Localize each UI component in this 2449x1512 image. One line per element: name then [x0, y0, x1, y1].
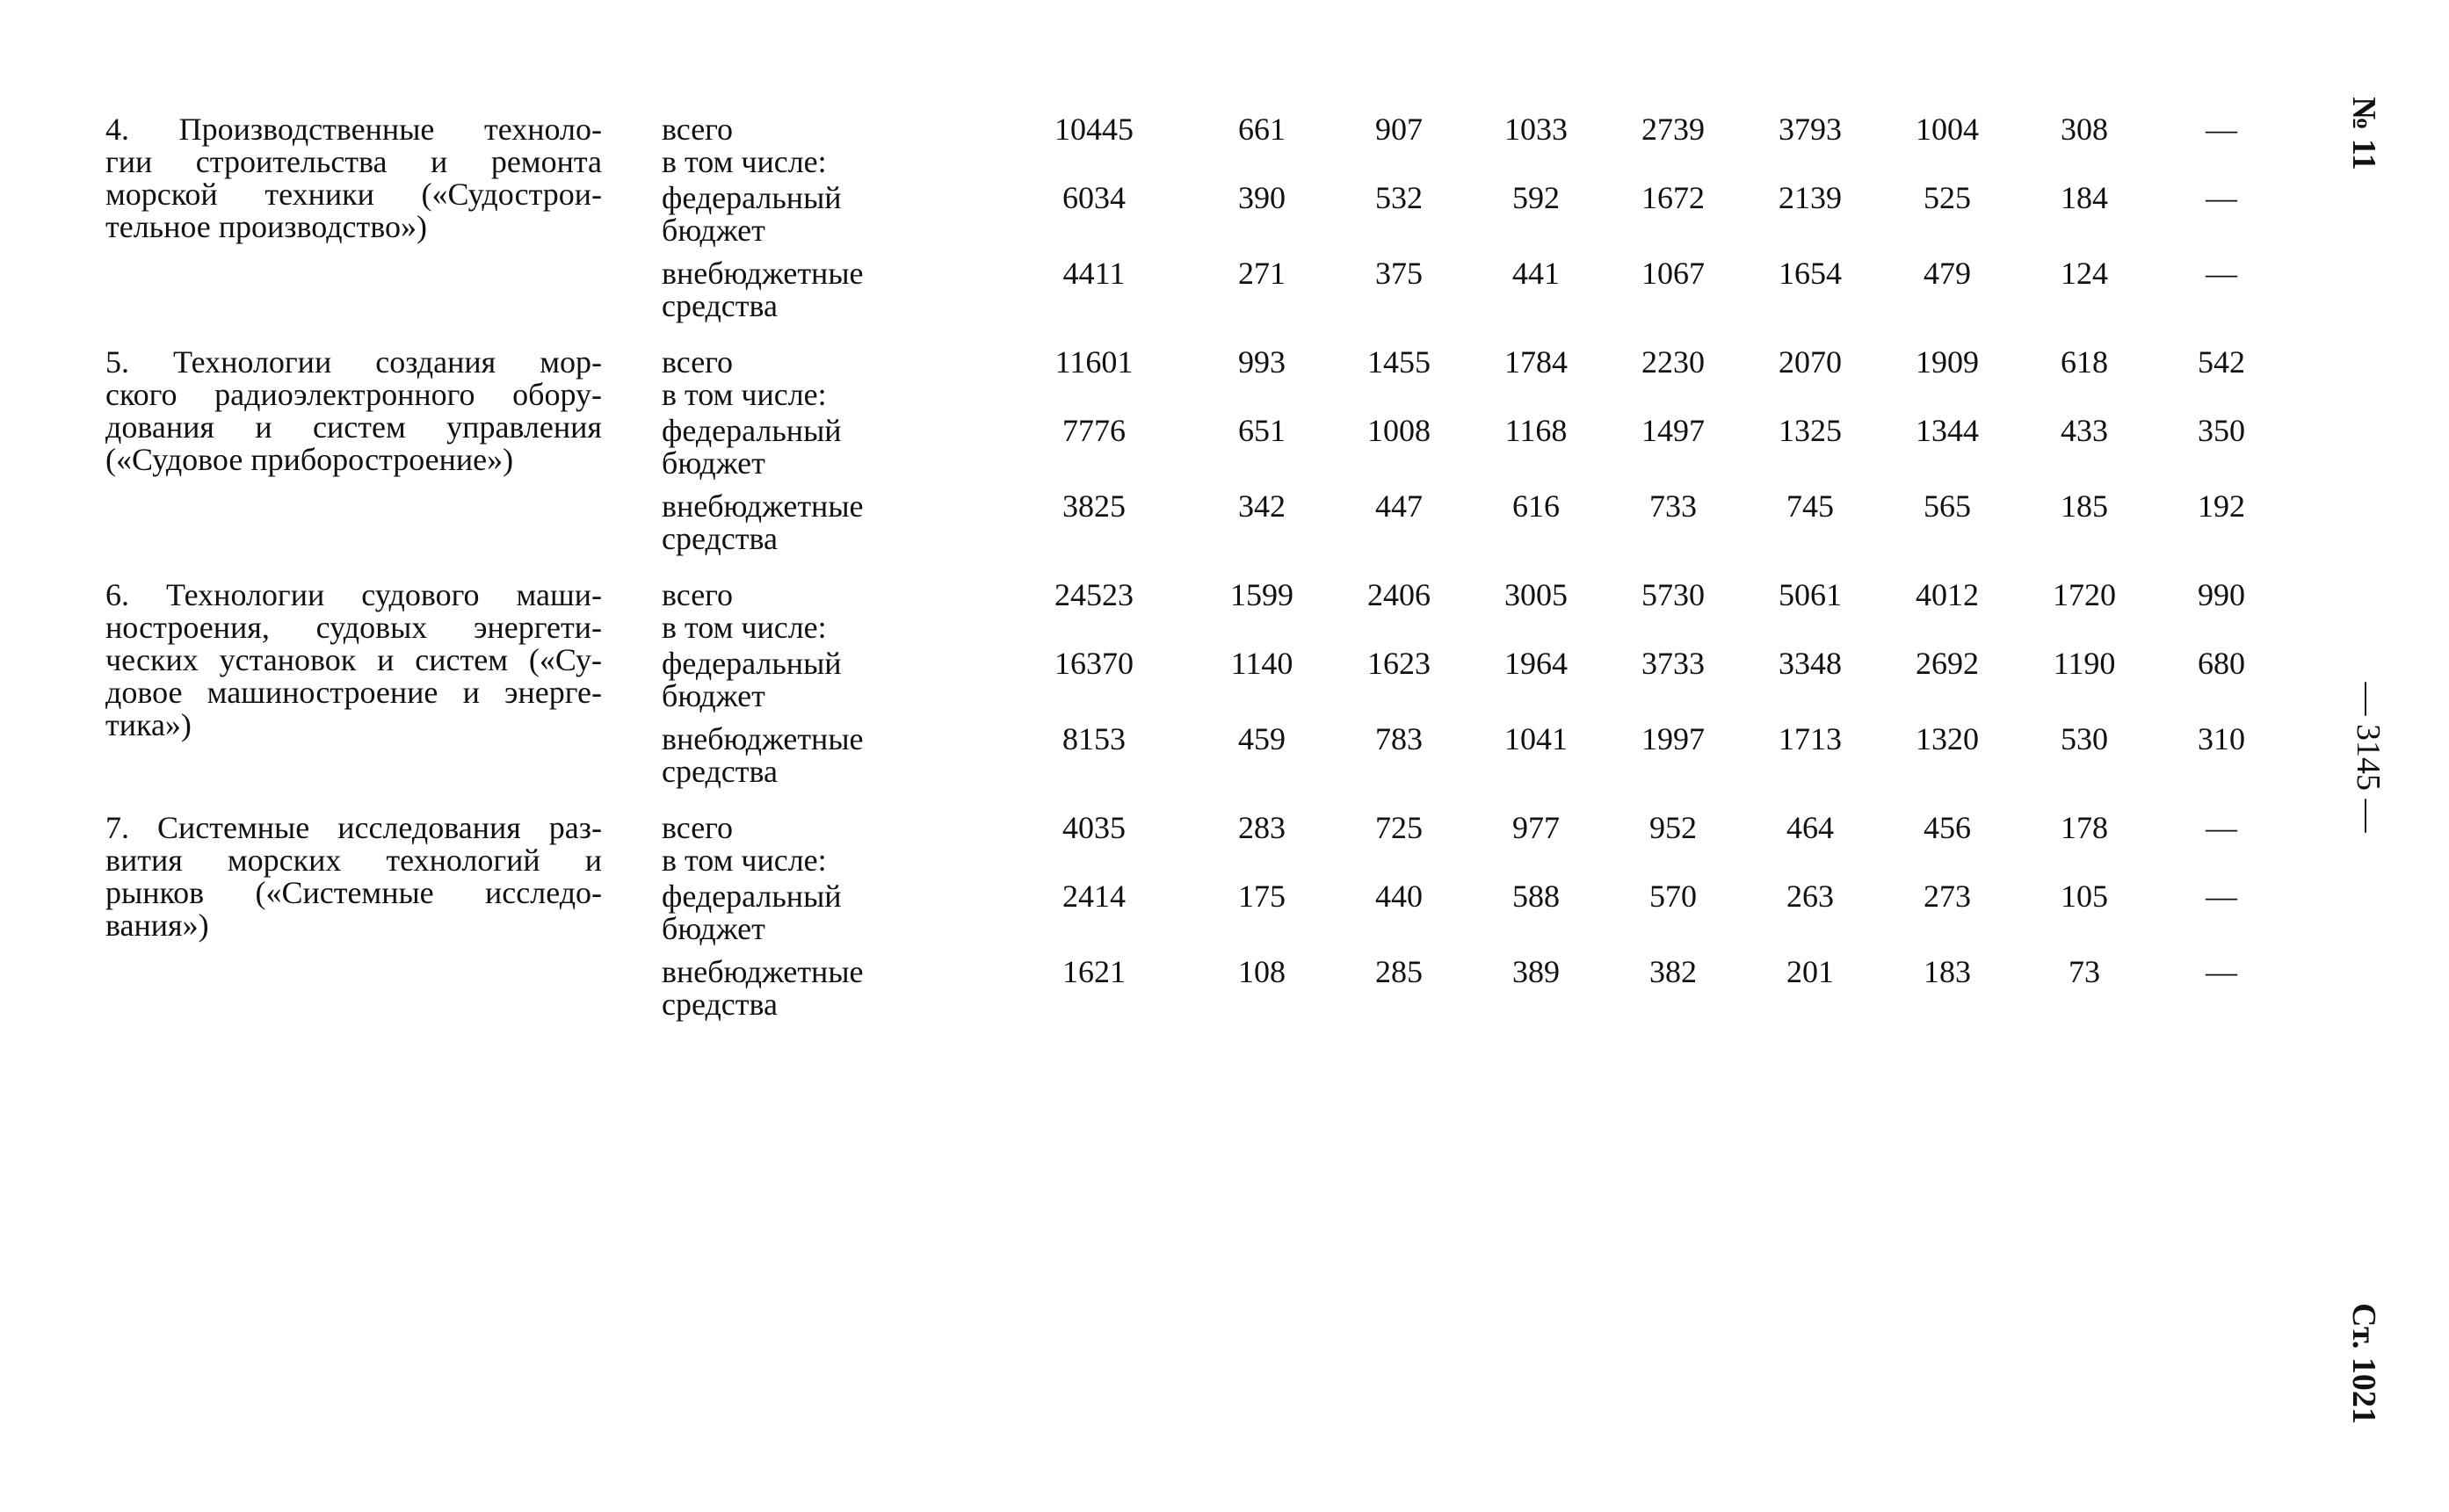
value-cell: 2692	[1916, 646, 1979, 681]
value-cell: 1599	[1230, 577, 1293, 612]
value-cell: 124	[2061, 256, 2108, 291]
value-cell: 433	[2061, 413, 2108, 448]
value-cell: 283	[1238, 810, 1286, 845]
program-title-line: 7. Системные исследования раз-	[105, 810, 602, 845]
value-cell: 1621	[1062, 954, 1126, 989]
label-including: в том числе:	[662, 843, 827, 878]
label-federal-budget: бюджет	[662, 445, 765, 481]
value-cell: 441	[1512, 256, 1560, 291]
value-cell: 16370	[1054, 646, 1134, 681]
value-cell: 271	[1238, 256, 1286, 291]
program-title-line: («Судовое приборостроение»)	[105, 442, 514, 477]
value-cell: 1067	[1641, 256, 1705, 291]
value-cell: 273	[1924, 879, 1971, 914]
value-cell: —	[2206, 256, 2237, 291]
label-including: в том числе:	[662, 144, 827, 179]
value-cell: 1720	[2053, 577, 2116, 612]
program-title-line: гии строительства и ремонта	[105, 144, 602, 179]
value-cell: 1325	[1779, 413, 1842, 448]
value-cell: 308	[2061, 112, 2108, 147]
value-cell: 192	[2198, 488, 2245, 524]
program-title-line: ностроения, судовых энергети-	[105, 610, 602, 645]
value-cell: 108	[1238, 954, 1286, 989]
value-cell: 479	[1924, 256, 1971, 291]
value-cell: 570	[1649, 879, 1697, 914]
label-including: в том числе:	[662, 610, 827, 645]
document-number: — 3145 —	[2350, 682, 2387, 833]
label-federal-budget: бюджет	[662, 911, 765, 946]
value-cell: 10445	[1054, 112, 1134, 147]
value-cell: 1909	[1916, 344, 1979, 380]
value-cell: 390	[1238, 180, 1286, 215]
label-including: в том числе:	[662, 377, 827, 412]
value-cell: 1672	[1641, 180, 1705, 215]
value-cell: 178	[2061, 810, 2108, 845]
value-cell: 105	[2061, 879, 2108, 914]
label-federal: федеральный	[662, 180, 842, 215]
value-cell: 310	[2198, 721, 2245, 756]
value-cell: 2230	[1641, 344, 1705, 380]
value-cell: 4035	[1062, 810, 1126, 845]
value-cell: 588	[1512, 879, 1560, 914]
value-cell: 464	[1786, 810, 1834, 845]
value-cell: 1784	[1504, 344, 1568, 380]
program-title-line: морской техники («Судострои-	[105, 177, 602, 212]
value-cell: 11601	[1054, 344, 1134, 380]
value-cell: 907	[1375, 112, 1423, 147]
value-cell: 1033	[1504, 112, 1568, 147]
value-cell: 1623	[1367, 646, 1431, 681]
value-cell: 1497	[1641, 413, 1705, 448]
program-block-4	[0, 113, 2449, 347]
value-cell: 1997	[1641, 721, 1705, 756]
program-block-5	[0, 346, 2449, 580]
program-title-line: 6. Технологии судового маши-	[105, 577, 602, 612]
value-cell: 456	[1924, 810, 1971, 845]
value-cell: 651	[1238, 413, 1286, 448]
program-title-line: тика»)	[105, 707, 192, 742]
value-cell: 459	[1238, 721, 1286, 756]
value-cell: 342	[1238, 488, 1286, 524]
value-cell: 2139	[1779, 180, 1842, 215]
program-title-line: тельное производство»)	[105, 209, 428, 244]
value-cell: 990	[2198, 577, 2245, 612]
value-cell: 3793	[1779, 112, 1842, 147]
label-extrabudget-funds: средства	[662, 987, 779, 1022]
label-total: всего	[662, 344, 734, 380]
value-cell: 24523	[1054, 577, 1134, 612]
value-cell: 952	[1649, 810, 1697, 845]
value-cell: 1654	[1779, 256, 1842, 291]
value-cell: —	[2206, 954, 2237, 989]
program-title-line: рынков («Системные исследо-	[105, 875, 602, 910]
page-number: Ст. 1021	[2345, 1303, 2382, 1424]
program-title-line: ческих установок и систем («Су-	[105, 642, 602, 677]
value-cell: 2739	[1641, 112, 1705, 147]
value-cell: 993	[1238, 344, 1286, 380]
value-cell: 565	[1924, 488, 1971, 524]
program-title	[105, 346, 602, 476]
value-cell: 4411	[1062, 256, 1126, 291]
value-cell: 1041	[1504, 721, 1568, 756]
value-cell: 1964	[1504, 646, 1568, 681]
issue-number: № 11	[2345, 97, 2382, 170]
value-cell: 661	[1238, 112, 1286, 147]
value-cell: 440	[1375, 879, 1423, 914]
program-title-line: вития морских технологий и	[105, 843, 602, 878]
label-federal: федеральный	[662, 646, 842, 681]
program-block-7	[0, 812, 2449, 1045]
value-cell: 183	[1924, 954, 1971, 989]
label-federal: федеральный	[662, 413, 842, 448]
value-cell: 3733	[1641, 646, 1705, 681]
program-title	[105, 812, 602, 942]
value-cell: 5061	[1779, 577, 1842, 612]
program-title-line: довое машиностроение и энерге-	[105, 675, 602, 710]
value-cell: 175	[1238, 879, 1286, 914]
program-title-line: 5. Технологии создания мор-	[105, 344, 602, 380]
value-cell: —	[2206, 810, 2237, 845]
program-title-line: ского радиоэлектронного обору-	[105, 377, 602, 412]
value-cell: 8153	[1062, 721, 1126, 756]
label-extrabudget: внебюджетные	[662, 488, 864, 524]
value-cell: 1168	[1504, 413, 1568, 448]
label-total: всего	[662, 577, 734, 612]
label-extrabudget-funds: средства	[662, 288, 779, 323]
value-cell: 73	[2069, 954, 2100, 989]
value-cell: 263	[1786, 879, 1834, 914]
value-cell: 7776	[1062, 413, 1126, 448]
value-cell: 6034	[1062, 180, 1126, 215]
program-title	[105, 579, 602, 742]
label-federal-budget: бюджет	[662, 213, 765, 248]
value-cell: 350	[2198, 413, 2245, 448]
label-extrabudget-funds: средства	[662, 521, 779, 556]
label-total: всего	[662, 112, 734, 147]
label-extrabudget: внебюджетные	[662, 256, 864, 291]
value-cell: 725	[1375, 810, 1423, 845]
value-cell: 3348	[1779, 646, 1842, 681]
value-cell: 1004	[1916, 112, 1979, 147]
value-cell: 5730	[1641, 577, 1705, 612]
value-cell: 3825	[1062, 488, 1126, 524]
value-cell: —	[2206, 879, 2237, 914]
value-cell: 977	[1512, 810, 1560, 845]
value-cell: 201	[1786, 954, 1834, 989]
value-cell: 525	[1924, 180, 1971, 215]
value-cell: 616	[1512, 488, 1560, 524]
value-cell: 680	[2198, 646, 2245, 681]
value-cell: 3005	[1504, 577, 1568, 612]
value-cell: 375	[1375, 256, 1423, 291]
label-extrabudget: внебюджетные	[662, 954, 864, 989]
value-cell: 1320	[1916, 721, 1979, 756]
value-cell: 1140	[1230, 646, 1293, 681]
label-federal-budget: бюджет	[662, 678, 765, 713]
value-cell: 185	[2061, 488, 2108, 524]
label-extrabudget: внебюджетные	[662, 721, 864, 756]
value-cell: 1455	[1367, 344, 1431, 380]
value-cell: 447	[1375, 488, 1423, 524]
value-cell: 618	[2061, 344, 2108, 380]
value-cell: 2070	[1779, 344, 1842, 380]
value-cell: 532	[1375, 180, 1423, 215]
program-title-line: 4. Производственные техноло-	[105, 112, 602, 147]
value-cell: 1713	[1779, 721, 1842, 756]
value-cell: 1190	[2053, 646, 2116, 681]
value-cell: 2406	[1367, 577, 1431, 612]
value-cell: 1008	[1367, 413, 1431, 448]
value-cell: 592	[1512, 180, 1560, 215]
label-federal: федеральный	[662, 879, 842, 914]
program-block-6	[0, 579, 2449, 813]
value-cell: 285	[1375, 954, 1423, 989]
program-title-line: вания»)	[105, 908, 209, 943]
value-cell: 1344	[1916, 413, 1979, 448]
value-cell: 530	[2061, 721, 2108, 756]
program-title	[105, 113, 602, 243]
value-cell: —	[2206, 180, 2237, 215]
value-cell: 783	[1375, 721, 1423, 756]
label-total: всего	[662, 810, 734, 845]
value-cell: 389	[1512, 954, 1560, 989]
program-title-line: дования и систем управления	[105, 409, 602, 445]
value-cell: 542	[2198, 344, 2245, 380]
value-cell: 2414	[1062, 879, 1126, 914]
value-cell: 745	[1786, 488, 1834, 524]
value-cell: 733	[1649, 488, 1697, 524]
value-cell: 382	[1649, 954, 1697, 989]
label-extrabudget-funds: средства	[662, 754, 779, 789]
value-cell: —	[2206, 112, 2237, 147]
value-cell: 184	[2061, 180, 2108, 215]
value-cell: 4012	[1916, 577, 1979, 612]
